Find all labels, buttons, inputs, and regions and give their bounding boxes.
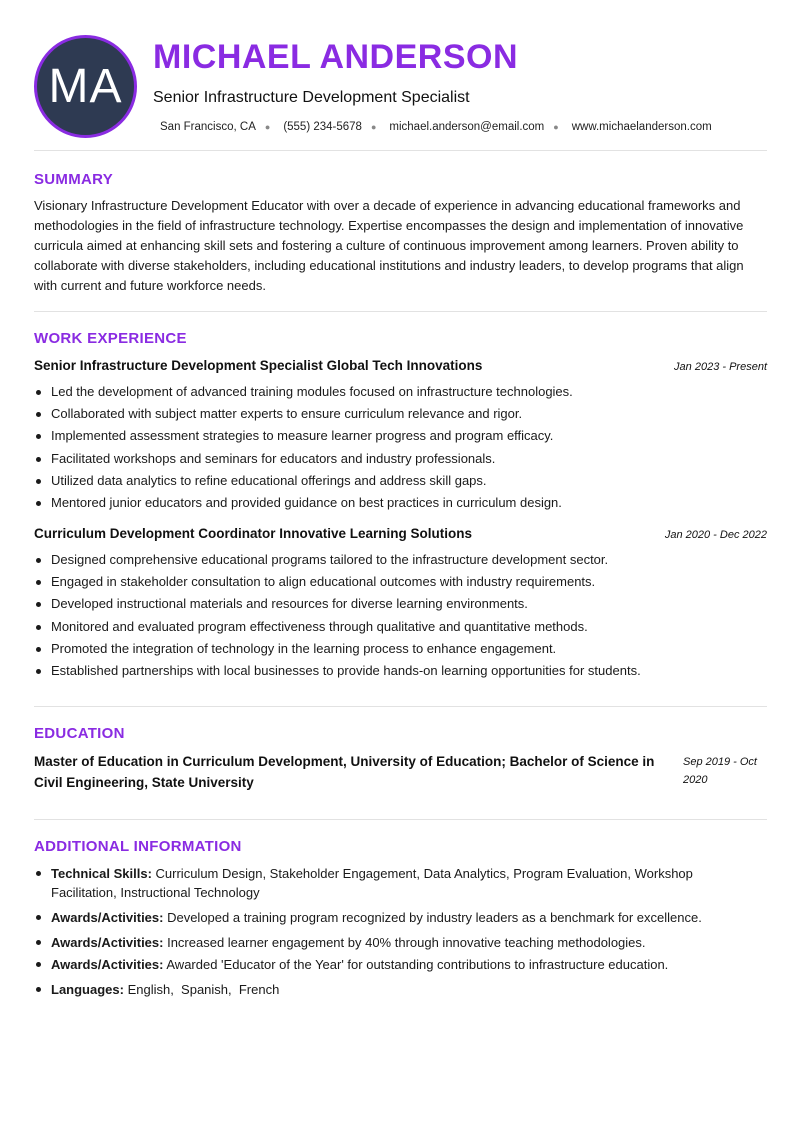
job-dates: Jan 2020 - Dec 2022 — [664, 529, 767, 541]
list-item: Mentored junior educators and provided guidance on best practices in curriculum design. — [51, 492, 767, 514]
item-text: Developed a training program recognized by industry leaders as a benchmark for excellence. — [163, 910, 702, 925]
job-dates: Jan 2023 - Present — [674, 361, 767, 373]
job-header — [34, 358, 767, 373]
list-item: Developed instructional materials and resources for diverse learning environments. — [51, 593, 767, 615]
list-item: Engaged in stakeholder consultation to align educational outcomes with industry requirements. — [51, 571, 767, 593]
avatar: MA — [34, 35, 137, 138]
email-link[interactable]: michael.anderson@email.com — [389, 121, 545, 133]
list-item — [51, 933, 741, 952]
item-text: Awarded 'Educator of the Year' for outstanding contributions to infrastructure education. — [163, 957, 669, 972]
education-dates: Sep 2019 - Oct 2020 — [683, 756, 757, 786]
divider — [34, 150, 767, 151]
education-heading: EDUCATION — [34, 725, 125, 742]
divider — [34, 311, 767, 312]
list-item — [51, 908, 741, 927]
degree-text: Master of Education in Curriculum Development, University of Education; Bachelor of Science in Civil Engineering, State University — [34, 754, 655, 790]
separator-dot: ● — [553, 122, 559, 132]
summary-heading: SUMMARY — [34, 171, 114, 188]
contact-bar — [160, 121, 712, 133]
phone-text: (555) 234-5678 — [283, 121, 362, 133]
location-text: San Francisco, CA — [160, 121, 256, 133]
website-link[interactable]: www.michaelanderson.com — [571, 121, 712, 133]
list-item: Collaborated with subject matter experts to ensure curriculum relevance and rigor. — [51, 403, 767, 425]
job-role: Senior Infrastructure Development Specialist Global Tech Innovations — [34, 358, 483, 373]
summary-text: Visionary Infrastructure Development Educator with over a decade of experience in advancing educational frameworks and methodologies in the field of infrastructure technology. Expertise encompasses the design and implementation of innovative curricula aimed at enhancing skill sets and fostering a culture of continuous improvement among learners. Proven ability to collaborate with diverse stakeholders, including educational institutions and industry leaders, to develop programs that align with current and future workforce needs. — [34, 198, 744, 293]
list-item: Promoted the integration of technology in the learning process to enhance engagement. — [51, 638, 767, 660]
list-item: Designed comprehensive educational programs tailored to the infrastructure development sector. — [51, 549, 767, 571]
item-text: English, Spanish, French — [123, 982, 280, 997]
separator-dot: ● — [264, 122, 271, 132]
additional-info-heading: ADDITIONAL INFORMATION — [34, 838, 242, 855]
item-label: Awards/Activities: — [51, 910, 164, 925]
list-item: Implemented assessment strategies to measure learner progress and program efficacy. — [51, 425, 767, 447]
job-title: Senior Infrastructure Development Specialist — [153, 89, 470, 106]
education-entry — [34, 751, 767, 793]
item-label: Technical Skills: — [51, 866, 152, 881]
additional-info-list — [51, 864, 741, 1005]
list-item: Monitored and evaluated program effectiveness through qualitative and quantitative methods. — [51, 616, 767, 638]
job-role: Curriculum Development Coordinator Innovative Learning Solutions — [34, 526, 473, 541]
item-label: Languages: — [51, 982, 124, 997]
item-text: Increased learner engagement by 40% through innovative teaching methodologies. — [163, 935, 646, 950]
list-item — [51, 864, 741, 902]
list-item — [51, 980, 741, 999]
job-bullets — [51, 381, 767, 514]
job-header — [34, 526, 767, 541]
item-text: Curriculum Design, Stakeholder Engagement, Data Analytics, Program Evaluation, Workshop Facilitation, Instructional Technology — [51, 866, 693, 900]
divider — [34, 819, 767, 820]
candidate-name: MICHAEL ANDERSON — [153, 38, 519, 76]
list-item: Utilized data analytics to refine educational offerings and address skill gaps. — [51, 470, 767, 492]
list-item: Led the development of advanced training modules focused on infrastructure technologies. — [51, 381, 767, 403]
list-item — [51, 955, 741, 974]
list-item: Facilitated workshops and seminars for educators and industry professionals. — [51, 448, 767, 470]
work-experience-heading: WORK EXPERIENCE — [34, 330, 187, 347]
item-label: Awards/Activities: — [51, 957, 164, 972]
list-item: Established partnerships with local businesses to provide hands-on learning opportunities for students. — [51, 660, 767, 682]
divider — [34, 706, 767, 707]
separator-dot: ● — [370, 122, 377, 132]
job-bullets — [51, 549, 767, 682]
item-label: Awards/Activities: — [51, 935, 164, 950]
